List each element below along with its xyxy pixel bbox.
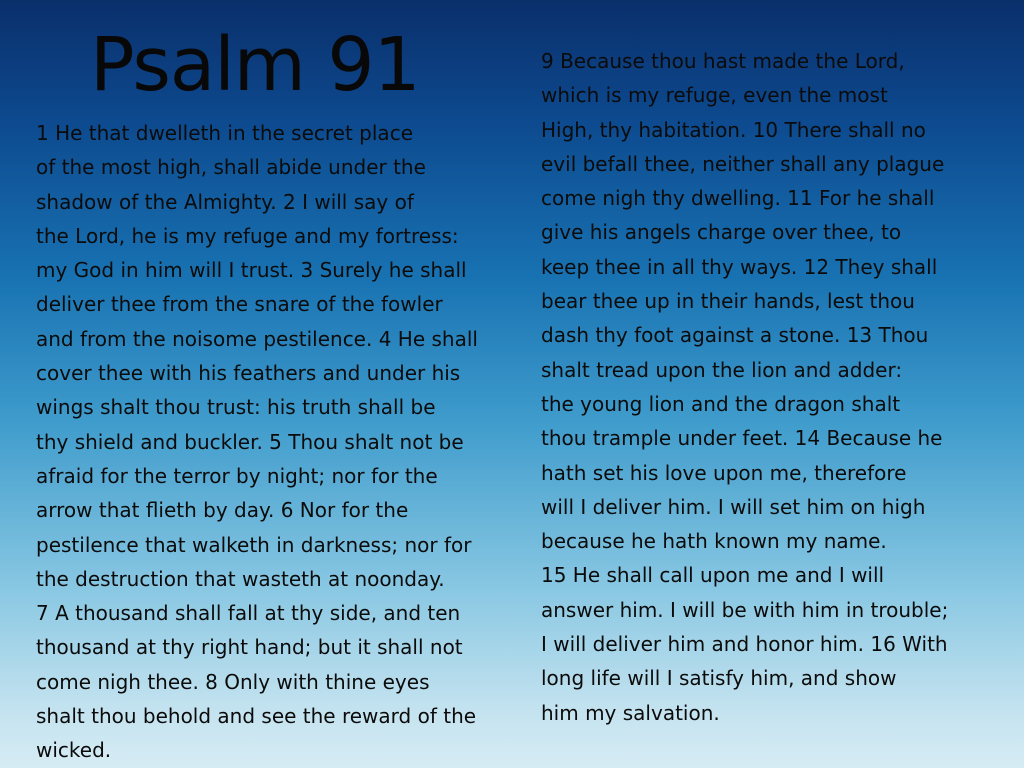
verse-line: my God in him will I trust. 3 Surely he shall <box>36 258 467 283</box>
verse-line: which is my refuge, even the most <box>541 83 888 108</box>
verse-line: wings shalt thou trust: his truth shall be <box>36 395 436 420</box>
verse-line: the young lion and the dragon shalt <box>541 391 901 416</box>
verse-line: and from the noisome pestilence. 4 He shall <box>36 326 478 351</box>
verse-line: arrow that flieth by day. 6 Nor for the <box>36 498 409 523</box>
verse-line: will I deliver him. I will set him on high <box>541 494 926 519</box>
verse-line: 9 Because thou hast made the Lord, <box>541 49 905 73</box>
verse-line: shalt tread upon the lion and adder: <box>541 357 903 382</box>
verse-line: give his angels charge over thee, to <box>541 220 902 245</box>
verse-line: wicked. <box>36 738 112 763</box>
page-title: Psalm 91 <box>90 22 420 108</box>
verse-line: 1 He that dwelleth in the secret place <box>36 121 413 145</box>
verse-line: deliver thee from the snare of the fowler <box>36 292 443 317</box>
verse-line: High, thy habitation. 10 There shall no <box>541 117 926 142</box>
verse-line: dash thy foot against a stone. 13 Thou <box>541 323 929 348</box>
verse-line: evil befall thee, neither shall any plague <box>541 151 945 176</box>
verse-line: shadow of the Almighty. 2 I will say of <box>36 189 414 214</box>
verse-line: long life will I satisfy him, and show <box>541 666 897 691</box>
left-verse-column <box>36 116 506 768</box>
verse-line: shalt thou behold and see the reward of the <box>36 704 477 729</box>
verse-line: 7 A thousand shall fall at thy side, and ten <box>36 601 461 626</box>
right-verse-column <box>541 44 1011 730</box>
verse-line: hath set his love upon me, therefore <box>541 460 907 485</box>
verse-line: answer him. I will be with him in trouble; <box>541 597 949 622</box>
verse-line: thy shield and buckler. 5 Thou shalt not be <box>36 429 464 454</box>
verse-line: come nigh thy dwelling. 11 For he shall <box>541 186 935 211</box>
verse-line: because he hath known my name. <box>541 529 887 554</box>
verse-line: thou trample under feet. 14 Because he <box>541 426 943 451</box>
verse-line: pestilence that walketh in darkness; nor for <box>36 532 472 557</box>
verse-line: the destruction that wasteth at noonday. <box>36 566 445 591</box>
verse-line: bear thee up in their hands, lest thou <box>541 289 915 314</box>
verse-line: afraid for the terror by night; nor for the <box>36 463 438 488</box>
verse-line: the Lord, he is my refuge and my fortress: <box>36 223 459 248</box>
verse-line: 15 He shall call upon me and I will <box>541 563 885 588</box>
verse-line: of the most high, shall abide under the <box>36 155 426 180</box>
verse-line: cover thee with his feathers and under his <box>36 361 461 386</box>
verse-line: thousand at thy right hand; but it shall not <box>36 635 463 660</box>
verse-line: him my salvation. <box>541 700 720 725</box>
verse-line: keep thee in all thy ways. 12 They shall <box>541 254 938 279</box>
verse-line: I will deliver him and honor him. 16 With <box>541 632 948 657</box>
verse-line: come nigh thee. 8 Only with thine eyes <box>36 669 430 694</box>
